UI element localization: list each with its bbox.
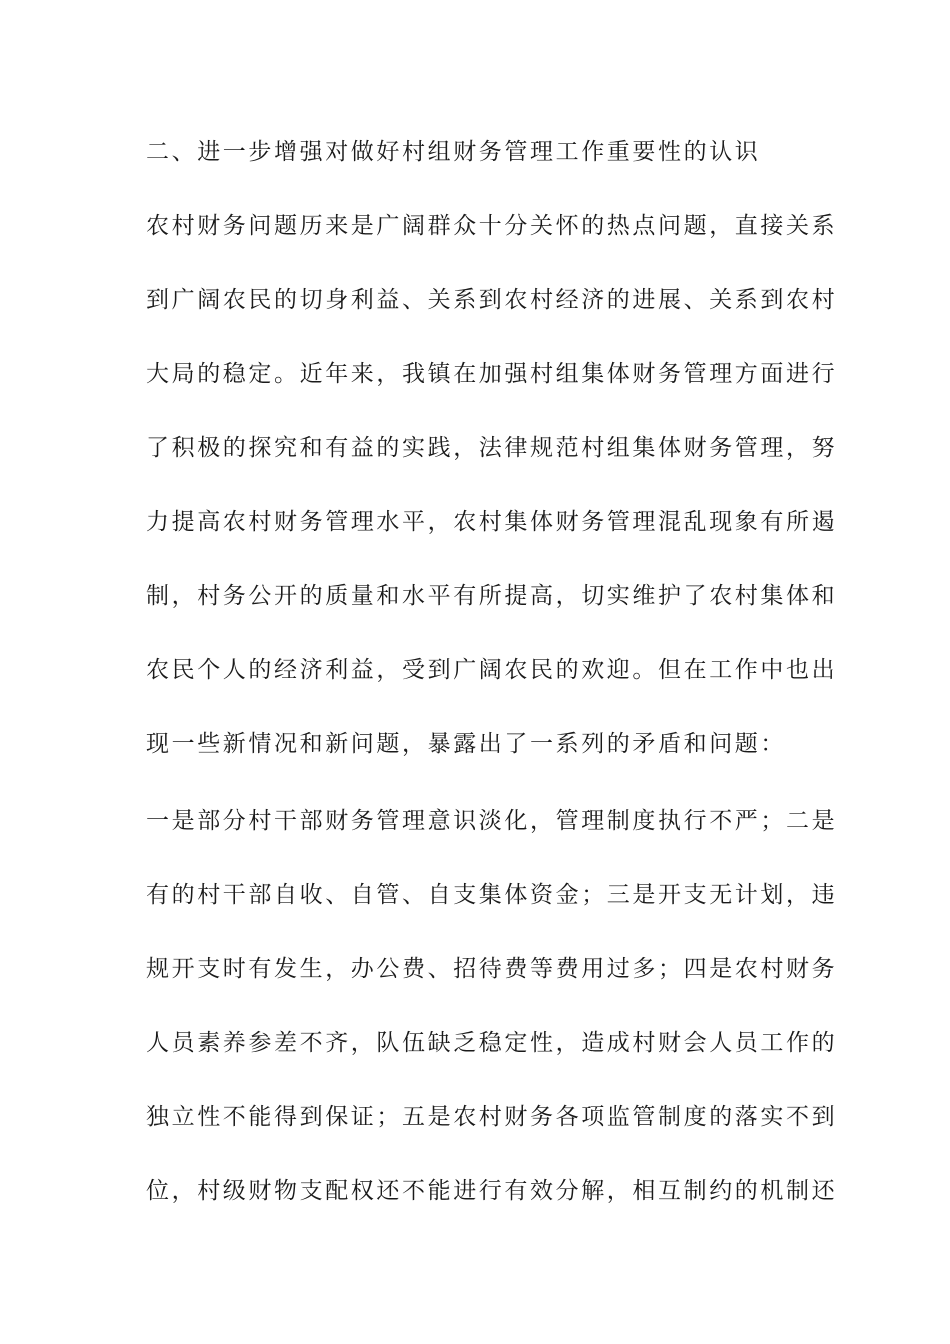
paragraph-line: 独立性不能得到保证；五是农村财务各项监管制度的落实不到 — [146, 1104, 838, 1130]
paragraph-line: 位，村级财物支配权还不能进行有效分解，相互制约的机制还 — [146, 1178, 838, 1204]
paragraph-line: 大局的稳定。近年来，我镇在加强村组集体财务管理方面进行 — [146, 361, 838, 387]
paragraph-line: 规开支时有发生，办公费、招待费等费用过多；四是农村财务 — [146, 956, 838, 982]
paragraph-line: 制，村务公开的质量和水平有所提高，切实维护了农村集体和 — [146, 583, 838, 609]
paragraph-line: 到广阔农民的切身利益、关系到农村经济的进展、关系到农村 — [146, 287, 838, 313]
paragraph-line: 农民个人的经济利益，受到广阔农民的欢迎。但在工作中也出 — [146, 657, 838, 683]
paragraph-line: 了积极的探究和有益的实践，法律规范村组集体财务管理，努 — [146, 435, 838, 461]
paragraph-line: 农村财务问题历来是广阔群众十分关怀的热点问题，直接关系 — [146, 213, 838, 239]
paragraph-line: 有的村干部自收、自管、自支集体资金；三是开支无计划，违 — [146, 882, 838, 908]
section-heading: 二、进一步增强对做好村组财务管理工作重要性的认识 — [146, 139, 761, 165]
paragraph-line: 一是部分村干部财务管理意识淡化，管理制度执行不严；二是 — [146, 808, 838, 834]
paragraph-line: 现一些新情况和新问题，暴露出了一系列的矛盾和问题： — [146, 731, 786, 757]
paragraph-line: 人员素养参差不齐，队伍缺乏稳定性，造成村财会人员工作的 — [146, 1030, 838, 1056]
paragraph-line: 力提高农村财务管理水平，农村集体财务管理混乱现象有所遏 — [146, 509, 838, 535]
